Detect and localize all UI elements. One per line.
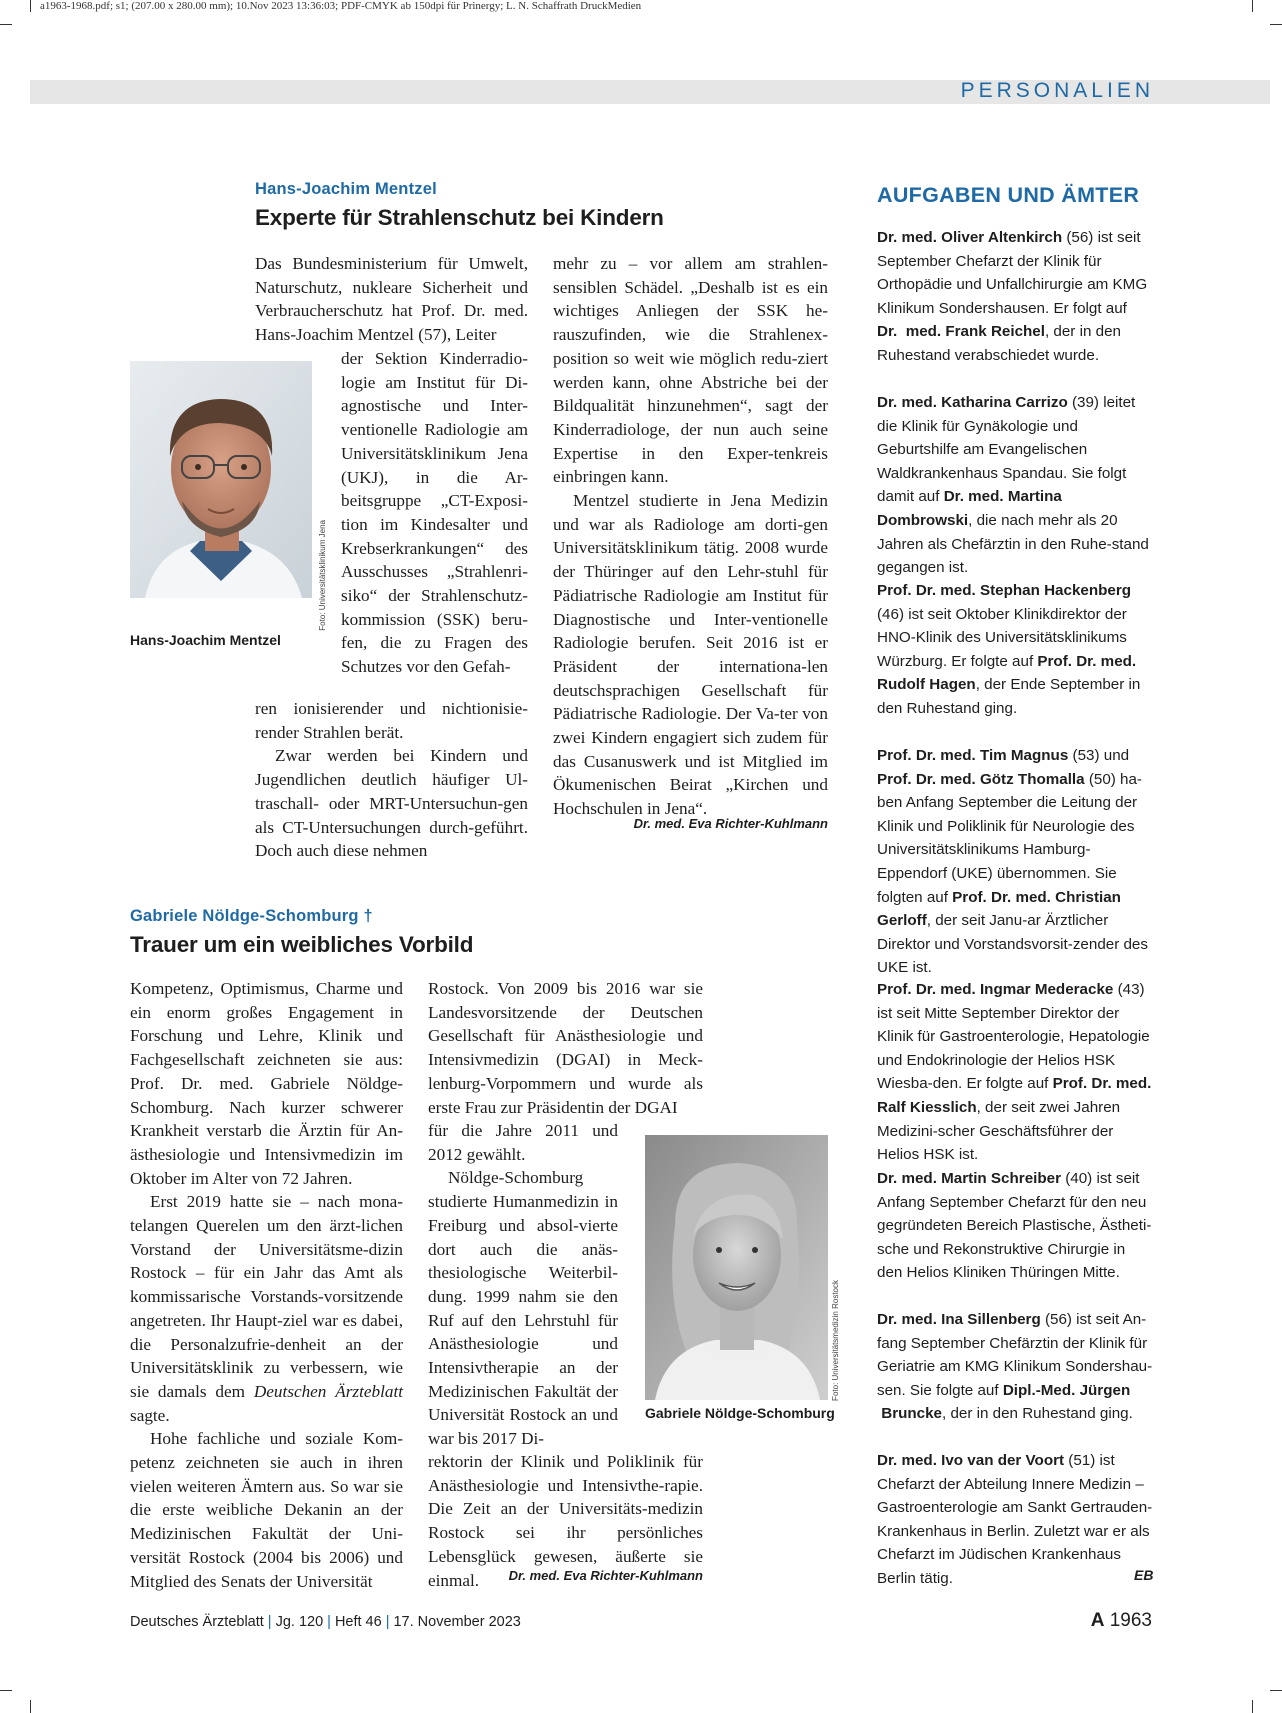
article1-paragraph4: Mentzel studierte in Jena Medizin und war als Radiologe am dorti-gen Universitätsklinikum tätig. 2008 wurde der Thüringer auf den Lehr-stuhl für Pädiatrische Radiologie am Institut für Diagnostische und Inter-ventionelle Radiologie berufen. Seit 2016 ist er Präsident der internationa-len deutschsprachigen Gesellschaft für Pädiatrische Radiologie. Der Va-ter von zwei Kindern engagiert sich zudem für das Cusanuswerk und ist Mitglied im Ökumenischen Beirat „Kirchen und Hochschulen in Jena“.	[553, 491, 828, 819]
article1-paragraph2: Zwar werden bei Kindern und Jugendlichen deutlich häufiger Ul-traschall- oder MRT-Untersuchun-gen als CT-Untersuchungen durch-geführt. Doch auch diese nehmen	[255, 746, 528, 861]
article1-kicker: Hans-Joachim Mentzel	[255, 180, 437, 198]
mentzel-caption: Hans-Joachim Mentzel	[130, 632, 281, 648]
sidebar-author-initials: EB	[1134, 1567, 1154, 1583]
article1-headline: Experte für Strahlenschutz bei Kindern	[255, 205, 664, 230]
crop-mark	[0, 1690, 12, 1691]
article1-intro: Das Bundesministerium für Umwelt, Naturschutz, nukleare Sicherheit und Verbraucherschutz hat Prof. Dr. med. Hans-Joachim Mentzel (57), Leiter	[255, 254, 528, 345]
article2-column2-narrow	[428, 1119, 618, 1451]
section-title: PERSONALIEN	[960, 79, 1154, 102]
article2-paragraph5-end: rektorin der Klinik und Poliklinik für Anästhesiologie und Intensivthe-rapie. Die Zeit an der Universitäts-medizin Rostock sei ihr persönliches Lebensglück gewesen, äußerte sie einmal.	[428, 1452, 703, 1590]
sidebar-entry: Prof. Dr. med. Stephan Hackenberg (46) ist seit Oktober Klinikdirektor der HNO-Klinik des Universitätsklinikums Würzburg. Er folgte auf Prof. Dr. med. Rudolf Hagen, der Ende September in den Ruhestand ging.	[877, 582, 1141, 717]
article2-paragraph1: Kompetenz, Optimismus, Charme und ein enorm großes Engagement in Forschung und Lehre, Klinik und Fachgesellschaft zeichneten sie aus: Prof. Dr. med. Gabriele Nöldge-Schomburg. Nach kurzer schwerer Krankheit verstarb die Ärztin für An-ästhesiologie und Intensivmedizin im Oktober im Alter von 72 Jahren.	[130, 979, 403, 1188]
article2-byline: Dr. med. Eva Richter-Kuhlmann	[508, 1568, 703, 1583]
sidebar-entry: Dr. med. Oliver Altenkirch (56) ist seit September Chefarzt der Klinik für Orthopädie und Unfallchirurgie am KMG Klinikum Sondershausen. Er folgt auf Dr. med. Frank Reichel, der in den Ruhestand verabschiedet wurde.	[877, 229, 1148, 364]
sidebar-entry: Prof. Dr. med. Tim Magnus (53) und Prof. Dr. med. Götz Thomalla (50) ha-ben Anfang September die Leitung der Klinik und Poliklinik für Neurologie des Universitätsklinikums Hamburg-Eppendorf (UKE) übernommen. Sie folgten auf Prof. Dr. med. Christian Gerloff, der seit Janu-ar Ärztlicher Direktor und Vorstandsvorsit-zender des UKE ist.	[877, 747, 1148, 977]
article2-paragraph2	[130, 1190, 403, 1427]
article1-paragraph3: mehr zu – vor allem am strahlen-sensiblen Schädel. „Deshalb ist es ein wichtiges Anliegen der SSK he-rauszufinden, wie die Strahlenex-position so weit wie möglich redu-ziert werden kann, ohne Abstriche bei der Bildqualität hinzunehmen“, sagt der Kinderradiologe, der nun auch seine Expertise in den Exper-tenkreis einbringen kann.	[553, 254, 828, 487]
article2-paragraph4-end: für die Jahre 2011 und 2012 gewählt.	[428, 1121, 618, 1164]
page-prefix: A	[1090, 1610, 1105, 1631]
crop-mark	[30, 0, 31, 12]
article2-paragraph2-text: Erst 2019 hatte sie – nach mona-telangen Querelen um den ärzt-lichen Vorstand der Universitätsme-dizin Rostock – für ein Jahr das Amt als kommissarische Vorstands-vorsitzende angetreten. Ihr Haupt-ziel war es dabei, die Personalzufrie-denheit an der Universitätsklinik zu verbessern, wie sie damals dem	[130, 1192, 403, 1401]
article1-wrap-text	[341, 347, 528, 679]
article2-headline: Trauer um ein weibliches Vorbild	[130, 932, 474, 957]
article1-column1	[255, 252, 528, 347]
article1-byline: Dr. med. Eva Richter-Kuhlmann	[633, 816, 828, 831]
print-info: a1963-1968.pdf; s1; (207.00 x 280.00 mm); 10.Nov 2023 13:36:03; PDF-CMYK ab 150dpi für Prinergy; L. N. Schaffrath DruckMedien	[40, 0, 642, 12]
mentzel-photo	[130, 361, 312, 598]
journal-reference: Deutschen Ärzteblatt	[253, 1381, 404, 1401]
article1-column1-rest	[255, 697, 528, 863]
article1-continuation: ren ionisierender und nichtionisie-render Strahlen berät.	[255, 699, 528, 742]
mentzel-photo-credit: Foto: Universitätsklinikum Jena	[318, 520, 327, 631]
article2-paragraph3: Hohe fachliche und soziale Kom-petenz zeichneten sie auch in ihren vielen weiteren Ämtern aus. So war sie die erste weibliche Dekanin an der Medizinischen Fakultät der Uni-versität Rostock (2004 bis 2006) und Mitglied des Senats der Universität	[130, 1429, 403, 1591]
footer-date: 17. November 2023	[393, 1614, 521, 1630]
article2-paragraph2-end: sagte.	[130, 1405, 170, 1425]
page-number	[1091, 1610, 1152, 1632]
article2-kicker: Gabriele Nöldge-Schomburg †	[130, 907, 373, 925]
crop-mark	[1270, 1690, 1282, 1691]
article2-paragraph5: Nöldge-Schomburg studierte Humanmedizin in Freiburg und absol-vierte dort auch die anäs-thesiologische Weiterbil-dung. 1999 nahm sie den Ruf auf den Lehrstuhl für Anästhesiologie und Intensivtherapie an der Medizinischen Fakultät der Universität Rostock an und war bis 2017 Di-	[428, 1168, 618, 1449]
footer-citation: Deutsches Ärzteblatt | Jg. 120 | Heft 46 | 17. November 2023	[130, 1614, 521, 1630]
footer-journal: Deutsches Ärzteblatt	[130, 1614, 264, 1630]
crop-mark	[1252, 1700, 1253, 1713]
crop-mark	[30, 1700, 31, 1713]
noeldge-schomburg-photo	[645, 1135, 828, 1400]
article1-wrap-paragraph: der Sektion Kinderradio-logie am Institut für Di-agnostische und Inter-ventionelle Radiologie am Universitätsklinikum Jena (UKJ), in die Ar-beitsgruppe „CT-Exposi-tion im Kindesalter und Krebserkrankungen“ des Ausschusses „Strahlenri-siko“ der Strahlenschutz-kommission (SSK) beru-fen, die zu Fragen des Schutzes vor den Gefah-	[341, 349, 528, 677]
sidebar-entry: Prof. Dr. med. Ingmar Mederacke (43) ist seit Mitte September Direktor der Klinik für Gastroenterologie, Hepatologie und Endokrinologie der Helios HSK Wiesba-den. Er folgte auf Prof. Dr. med. Ralf Kiesslich, der seit zwei Jahren Medizini-scher Geschäftsführer der Helios HSK ist.	[877, 981, 1152, 1164]
sidebar-entry: Dr. med. Martin Schreiber (40) ist seit Anfang September Chefarzt für den neu gegründeten Bereich Plastische, Ästheti-sche und Rekonstruktive Chirurgie in den Helios Kliniken Thüringen Mitte.	[877, 1170, 1152, 1282]
noeldge-schomburg-photo-credit: Foto: Universitätsmedizin Rostock	[831, 1280, 840, 1401]
crop-mark	[0, 24, 12, 25]
sidebar-entry: Dr. med. Ivo van der Voort (51) ist Chefarzt der Abteilung Innere Medizin – Gastroenterologie am Sankt Gertrauden-Krankenhaus in Berlin. Zuletzt war er als Chefarzt im Jüdischen Krankenhaus Berlin tätig.	[877, 1452, 1153, 1587]
article2-column2-top	[428, 977, 703, 1119]
footer-issue: Heft 46	[334, 1614, 382, 1630]
sidebar-entry: Dr. med. Ina Sillenberg (56) ist seit An-fang September Chefärztin der Klinik für Geriatrie am KMG Klinikum Sondershau-sen. Sie folgte auf Dipl.-Med. Jürgen Bruncke, der in den Ruhestand ging.	[877, 1311, 1153, 1423]
crop-mark	[1270, 24, 1282, 25]
sidebar-title: AUFGABEN UND ÄMTER	[877, 183, 1140, 207]
article2-paragraph4: Rostock. Von 2009 bis 2016 war sie Landesvorsitzende der Deutschen Gesellschaft für Anästhesiologie und Intensivmedizin (DGAI) in Meck-lenburg-Vorpommern und wurde als erste Frau zur Präsidentin der DGAI	[428, 979, 703, 1117]
noeldge-schomburg-caption: Gabriele Nöldge-Schomburg	[645, 1405, 835, 1421]
sidebar-entry: Dr. med. Katharina Carrizo (39) leitet die Klinik für Gynäkologie und Geburtshilfe am Evangelischen Waldkrankenhaus Spandau. Sie folgt damit auf Dr. med. Martina Dombrowski, die nach mehr als 20 Jahren als Chefärztin in den Ruhe-stand gegangen ist.	[877, 394, 1149, 577]
page-number-value: 1963	[1109, 1610, 1152, 1631]
crop-mark	[1252, 0, 1253, 12]
article1-column2	[553, 252, 828, 821]
footer-volume: Jg. 120	[275, 1614, 324, 1630]
article2-column1	[130, 977, 403, 1593]
